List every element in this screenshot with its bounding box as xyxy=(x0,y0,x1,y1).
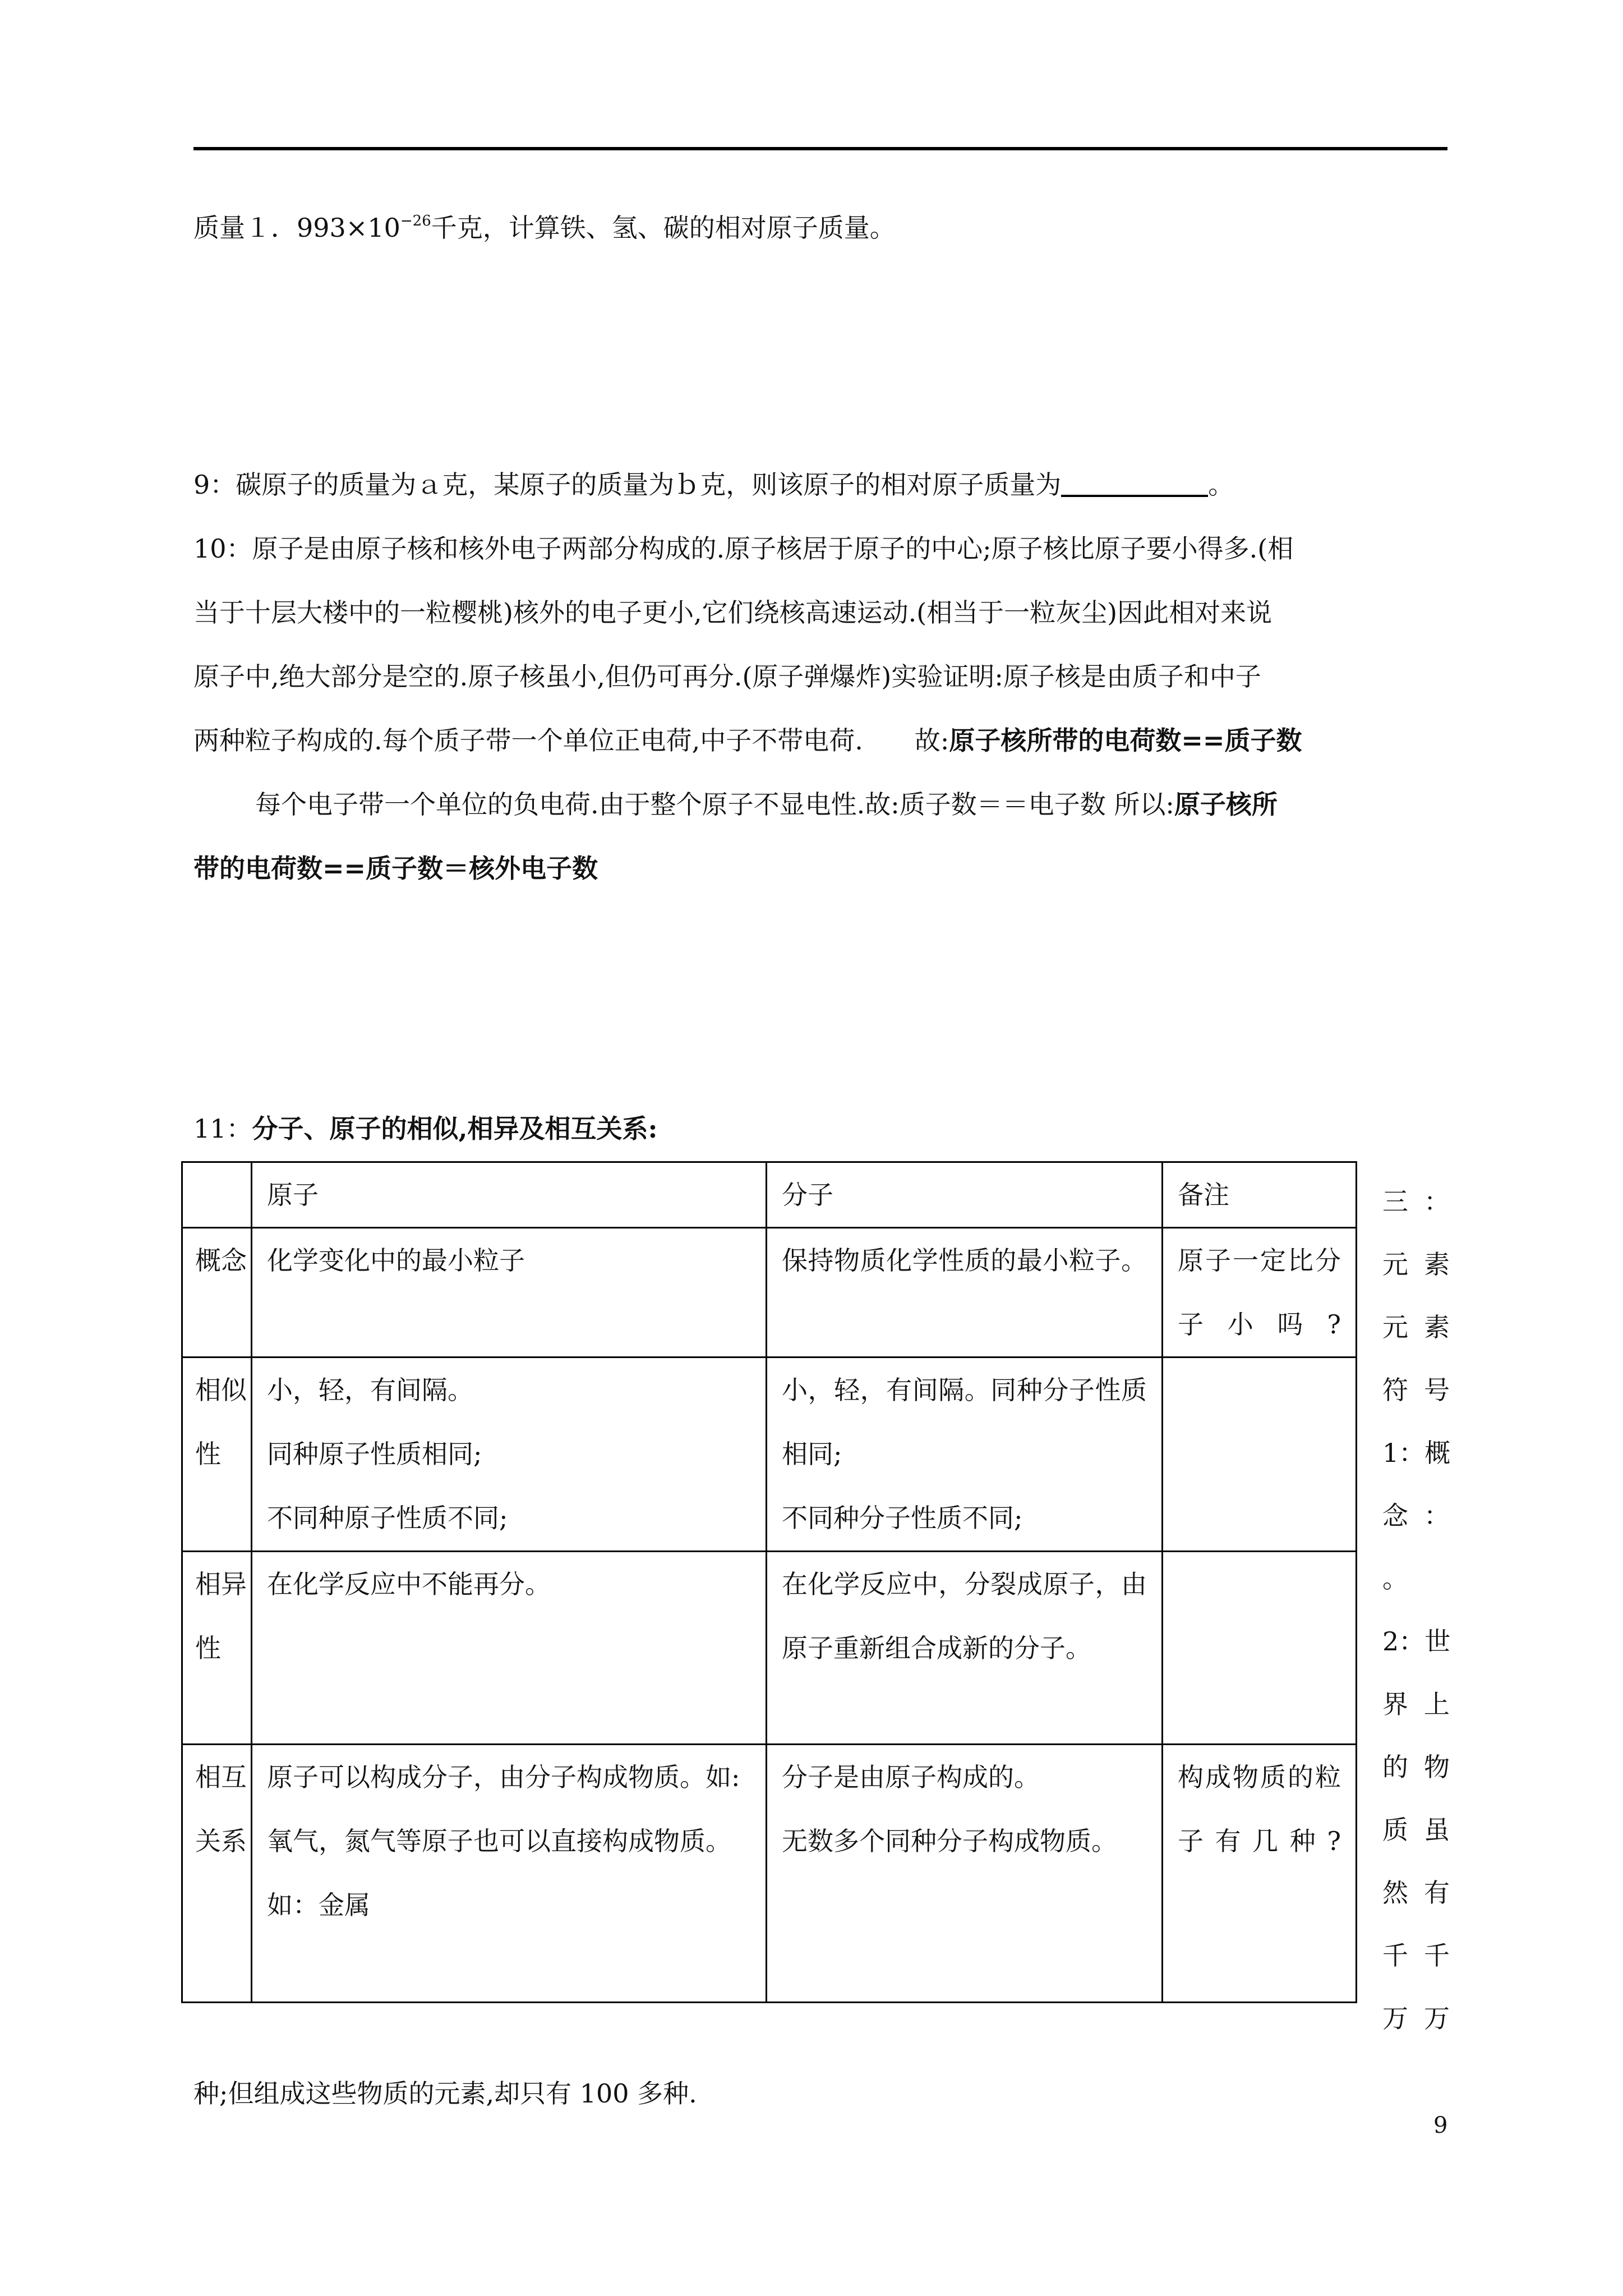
side-char: 然 xyxy=(1382,1878,1408,1908)
side-char: 千 xyxy=(1382,1940,1408,1971)
side-char: 概 xyxy=(1424,1438,1451,1468)
cell-molecule xyxy=(767,1745,1163,2003)
cell-note: 原子一定比分子小吗? xyxy=(1163,1228,1357,1358)
side-char: 虽 xyxy=(1424,1815,1450,1845)
table-row xyxy=(182,1358,1357,1552)
question-10-line-1: 10：原子是由原子核和核外电子两部分构成的.原子核居于原子的中心;原子核比原子要小得多.(相 xyxy=(193,533,1294,564)
comparison-table xyxy=(181,1161,1357,2003)
header-cell-note: 备注 xyxy=(1163,1162,1357,1228)
side-char: 上 xyxy=(1424,1689,1450,1719)
side-line xyxy=(1382,1484,1450,1547)
page-number: 9 xyxy=(1433,2113,1448,2138)
side-line xyxy=(1382,1233,1450,1296)
question-11-heading xyxy=(193,1111,658,1147)
line-5-bold: 原子核所 xyxy=(1174,789,1278,820)
side-char: 三 xyxy=(1382,1186,1408,1217)
side-char: ： xyxy=(1399,1626,1425,1657)
side-char: ： xyxy=(1424,1501,1450,1531)
header-cell-empty xyxy=(182,1162,252,1228)
side-line xyxy=(1382,1736,1450,1798)
side-char: 1 xyxy=(1382,1438,1399,1468)
table-row xyxy=(182,1745,1357,2003)
row-label: 概念 xyxy=(182,1228,252,1358)
question-9 xyxy=(193,467,1234,503)
row-label: 相互关系 xyxy=(182,1745,252,2003)
cell-molecule: 保持物质化学性质的最小粒子。 xyxy=(767,1228,1163,1358)
cell-line: 同种原子性质相同; xyxy=(267,1439,482,1469)
question-10-line-4 xyxy=(193,723,1302,758)
cell-molecule xyxy=(767,1358,1163,1552)
question-9-end: 。 xyxy=(1208,470,1234,500)
side-char: 元 xyxy=(1382,1249,1408,1280)
header-cell-atom: 原子 xyxy=(252,1162,767,1228)
side-char: 界 xyxy=(1382,1689,1408,1719)
side-line xyxy=(1382,1170,1450,1233)
side-char: 物 xyxy=(1424,1752,1450,1782)
side-char: 2 xyxy=(1382,1626,1399,1657)
cell-note xyxy=(1163,1552,1357,1745)
cell-line: 无数多个同种分子构成物质。 xyxy=(782,1826,1117,1856)
table-row xyxy=(182,1552,1357,1745)
question-11-title: 分子、原子的相似,相异及相互关系: xyxy=(252,1114,658,1144)
table-header-row xyxy=(182,1162,1357,1228)
side-char: 万 xyxy=(1382,2003,1408,2033)
cell-line: 小，轻，有间隔。 xyxy=(267,1375,473,1405)
cell-line: 分子是由原子构成的。 xyxy=(782,1762,1040,1792)
row-label: 相异性 xyxy=(182,1552,252,1745)
side-line xyxy=(1382,1798,1450,1861)
side-char: 世 xyxy=(1424,1626,1451,1657)
side-char: 质 xyxy=(1382,1815,1408,1845)
cell-note xyxy=(1163,1358,1357,1552)
header-cell-molecule: 分子 xyxy=(767,1162,1163,1228)
side-line xyxy=(1382,1296,1450,1359)
cell-molecule: 在化学反应中，分裂成原子，由原子重新组合成新的分子。 xyxy=(767,1552,1163,1745)
side-char: 素 xyxy=(1424,1249,1450,1280)
side-line xyxy=(1382,1610,1450,1673)
side-char: 。 xyxy=(1382,1563,1408,1594)
header-rule xyxy=(193,147,1447,150)
mass-text-after: 千克，计算铁、氢、碳的相对原子质量。 xyxy=(431,213,896,243)
line-4-bold: 原子核所带的电荷数==质子数 xyxy=(949,725,1302,756)
side-line xyxy=(1382,1673,1450,1736)
side-char: 的 xyxy=(1382,1752,1408,1782)
question-11-prefix: 11： xyxy=(193,1114,252,1144)
cell-line: 小，轻，有间隔。同种分子性质相同; xyxy=(782,1375,1147,1469)
cell-line: 不同种原子性质不同; xyxy=(267,1503,508,1533)
side-char: 千 xyxy=(1424,1940,1450,1971)
cell-line: 不同种分子性质不同; xyxy=(782,1503,1023,1533)
cell-atom: 在化学反应中不能再分。 xyxy=(252,1552,767,1745)
cell-atom: 化学变化中的最小粒子 xyxy=(252,1228,767,1358)
question-10-line-3: 原子中,绝大部分是空的.原子核虽小,但仍可再分.(原子弹爆炸)实验证明:原子核是由质子和中子 xyxy=(193,661,1261,692)
side-line xyxy=(1382,1861,1450,1924)
side-char: 号 xyxy=(1424,1375,1450,1405)
side-column-text xyxy=(1382,1170,1450,2050)
table-row xyxy=(182,1228,1357,1358)
question-10-line-5 xyxy=(255,786,1278,822)
side-line xyxy=(1382,1924,1450,1987)
question-9-text: 9：碳原子的质量为ａ克，某原子的质量为ｂ克，则该原子的相对原子质量为 xyxy=(193,470,1062,500)
line-5-normal: 每个电子带一个单位的负电荷.由于整个原子不显电性.故:质子数＝＝电子数 所以: xyxy=(255,789,1174,820)
cell-atom xyxy=(252,1358,767,1552)
side-char: ： xyxy=(1424,1186,1450,1217)
question-10-line-2: 当于十层大楼中的一粒樱桃)核外的电子更小,它们绕核高速运动.(相当于一粒灰尘)因此相对来说 xyxy=(193,597,1272,628)
side-char: 素 xyxy=(1424,1312,1450,1342)
line-4-normal: 两种粒子构成的.每个质子带一个单位正电荷,中子不带电荷. 故: xyxy=(193,725,949,756)
side-line xyxy=(1382,1547,1450,1610)
final-line: 种;但组成这些物质的元素,却只有 100 多种. xyxy=(193,2078,697,2109)
side-char: 念 xyxy=(1382,1501,1408,1531)
answer-blank xyxy=(1061,470,1208,497)
side-line xyxy=(1382,1359,1450,1421)
side-line xyxy=(1382,1421,1450,1484)
cell-note: 构成物质的粒子有几种? xyxy=(1163,1745,1357,2003)
side-char: 元 xyxy=(1382,1312,1408,1342)
side-char: ： xyxy=(1399,1438,1425,1468)
cell-atom: 原子可以构成分子，由分子构成物质。如:氧气，氮气等原子也可以直接构成物质。如：金属 xyxy=(252,1745,767,2003)
question-10-line-6: 带的电荷数==质子数＝核外电子数 xyxy=(193,853,598,884)
side-char: 符 xyxy=(1382,1375,1408,1405)
side-char: 万 xyxy=(1424,2003,1450,2033)
exponent: −26 xyxy=(400,213,431,229)
side-line xyxy=(1382,1987,1450,2050)
side-char: 有 xyxy=(1424,1878,1450,1908)
row-label: 相似性 xyxy=(182,1358,252,1552)
text-line-mass xyxy=(193,210,896,246)
mass-text-before: 质量１．993×10 xyxy=(193,213,400,243)
